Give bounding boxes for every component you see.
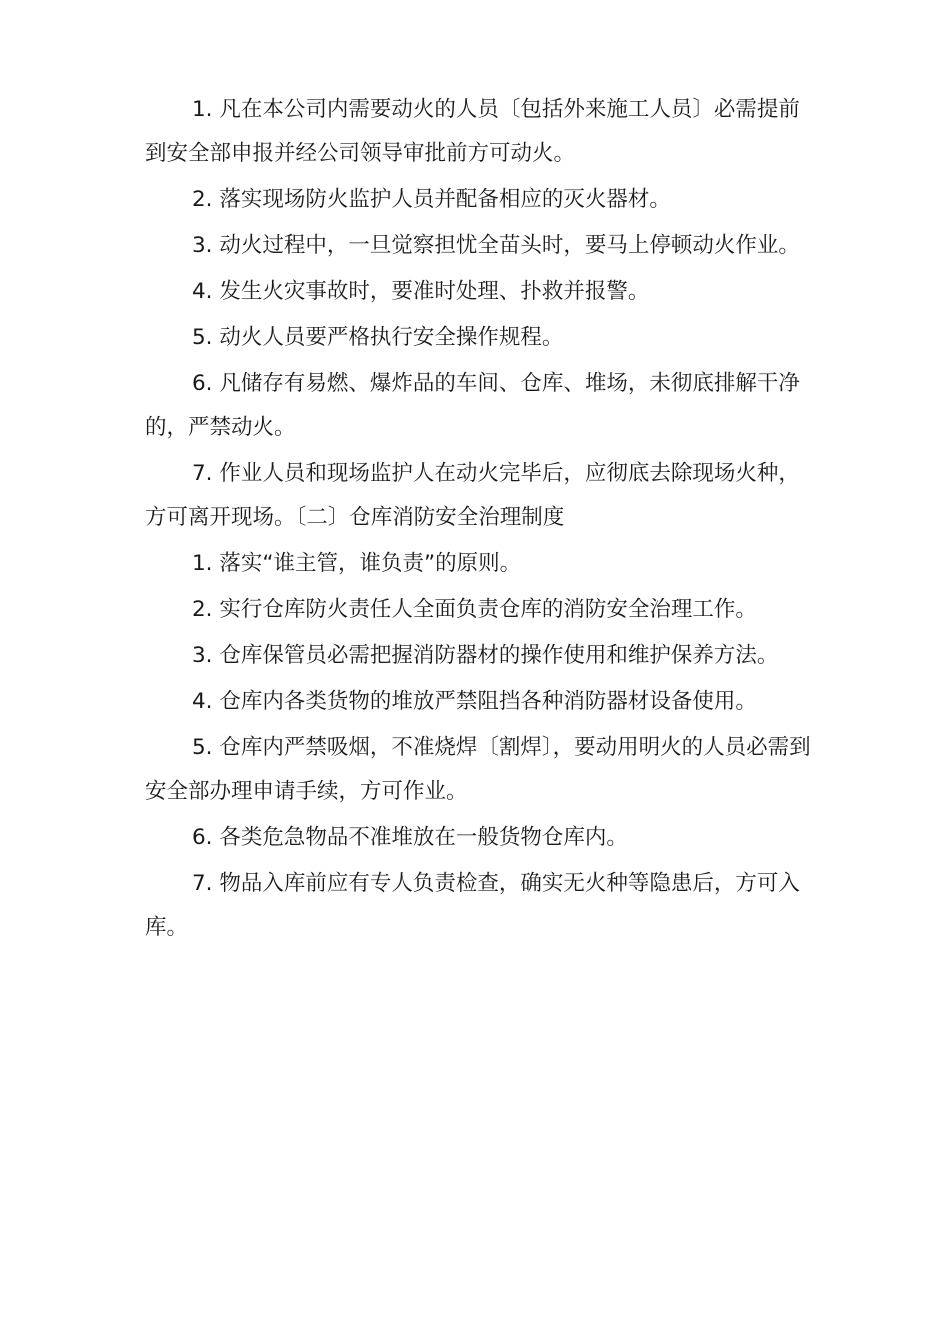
paragraph-fire-2: 2. 落实现场防火监护人员并配备相应的灭火器材。: [192, 187, 671, 212]
document-body: [145, 88, 813, 952]
paragraph-fire-3: 3. 动火过程中，一旦觉察担忧全苗头时，要马上停顿动火作业。: [192, 233, 800, 258]
paragraph-fire-4: 4. 发生火灾事故时，要准时处理、扑救并报警。: [192, 279, 650, 304]
paragraph-warehouse-7: 7. 物品入库前应有专人负责检查，确实无火种等隐患后，方可入库。: [145, 871, 800, 940]
paragraph-fire-5: 5. 动火人员要严格执行安全操作规程。: [192, 325, 564, 350]
paragraph-warehouse-6: 6. 各类危急物品不准堆放在一般货物仓库内。: [192, 825, 628, 850]
paragraph-warehouse-1: 1. 落实“谁主管，谁负责”的原则。: [192, 551, 522, 576]
paragraph-warehouse-3: 3. 仓库保管员必需把握消防器材的操作使用和维护保养方法。: [192, 643, 779, 668]
paragraph-warehouse-2: 2. 实行仓库防火责任人全面负责仓库的消防安全治理工作。: [192, 597, 757, 622]
paragraph-fire-1: 1. 凡在本公司内需要动火的人员〔包括外来施工人员〕必需提前到安全部申报并经公司领导审批前方可动火。: [145, 97, 800, 166]
paragraph-fire-6: 6. 凡储存有易燃、爆炸品的车间、仓库、堆场，未彻底排解干净的，严禁动火。: [145, 371, 800, 440]
paragraph-warehouse-4: 4. 仓库内各类货物的堆放严禁阻挡各种消防器材设备使用。: [192, 689, 757, 714]
paragraph-warehouse-5: 5. 仓库内严禁吸烟，不准烧焊〔割焊〕，要动用明火的人员必需到安全部办理申请手续，方可作业。: [145, 735, 811, 804]
paragraph-fire-7: 7. 作业人员和现场监护人在动火完毕后，应彻底去除现场火种，方可离开现场。〔二〕仓库消防安全治理制度: [145, 461, 800, 530]
